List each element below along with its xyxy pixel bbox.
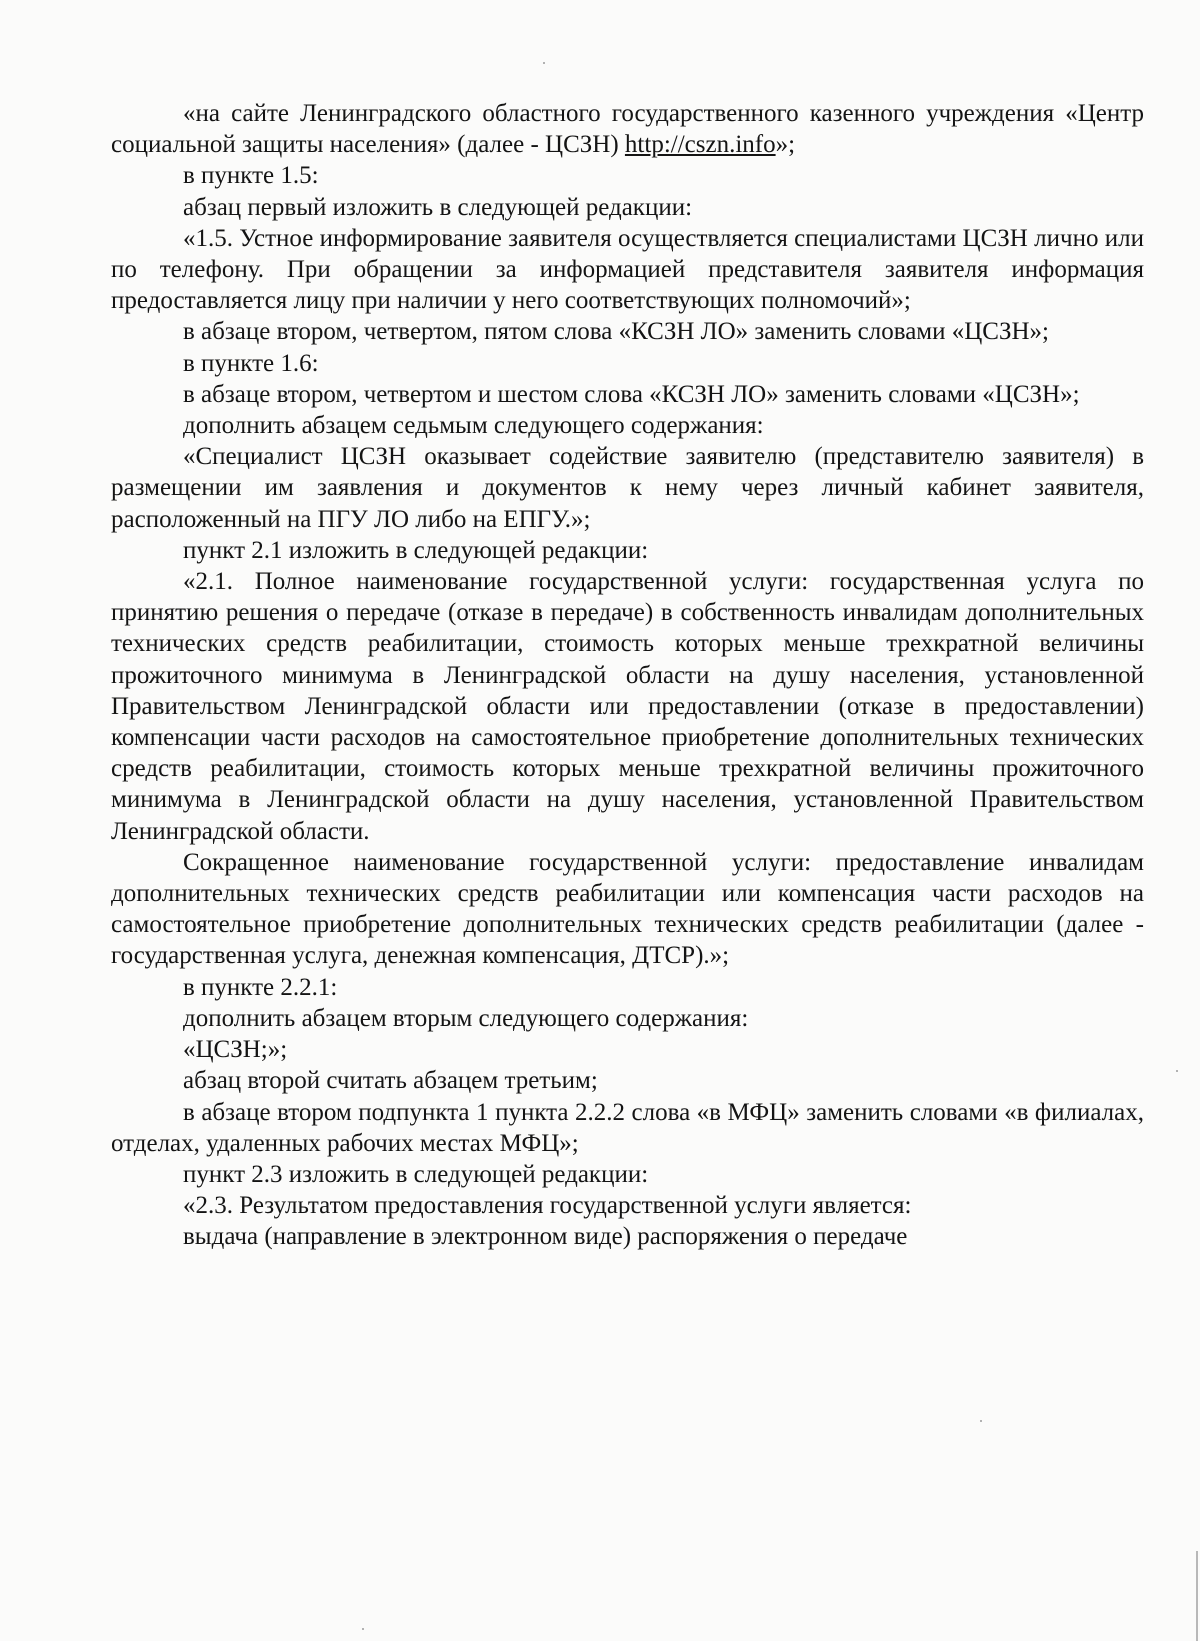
document-body [111,98,1144,1253]
paragraph: «1.5. Устное информирование заявителя осуществляется специалистами ЦСЗН лично или по телефону. При обращении за информацией представителя заявителя информация предоставляется лицу при наличии у него соответствующих полномочий»; [111,224,1144,315]
paragraph: абзац первый изложить в следующей редакции: [183,193,693,221]
paragraph: в пункте 1.6: [183,349,319,377]
scan-edge-line [1196,1551,1198,1641]
paragraph: в пункте 1.5: [183,162,319,190]
paragraph: выдача (направление в электронном виде) распоряжения о передаче [183,1223,908,1251]
paragraph: «2.1. Полное наименование государственной услуги: государственная услуга по принятию решения о передаче (отказе в передаче) в собственность инвалидам дополнительных технических средств реабилитации, стоимость которых меньше трехкратной величины прожиточного минимума в Ленинградской области на душу населения, установленной Правительством Ленинградской области или предоставлении (отказе в предоставлении) компенсации части расходов на самостоятельное приобретение дополнительных технических средств реабилитации, стоимость которых меньше трехкратной величины прожиточного минимума в Ленинградской области на душу населения, установленной Правительством Ленинградской области. [111,568,1144,845]
paragraph-text: «на сайте Ленинградского областного государственного казенного учреждения «Центр социальной защиты населения» (далее - ЦСЗН) [111,100,1144,159]
paragraph: Сокращенное наименование государственной услуги: предоставление инвалидам дополнительных технических средств реабилитации или компенсация части расходов на самостоятельное приобретение дополнительных технических средств реабилитации (далее - государственная услуга, денежная компенсация, ДТСР).»; [111,848,1144,970]
paragraph: в абзаце втором подпункта 1 пункта 2.2.2 слова «в МФЦ» заменить словами «в филиалах, отделах, удаленных рабочих местах МФЦ»; [111,1098,1144,1157]
scan-speck [980,1420,982,1422]
paragraph: дополнить абзацем вторым следующего содержания: [183,1004,749,1032]
cszn-link[interactable]: http://cszn.info [624,131,776,159]
paragraph [111,98,1144,160]
paragraph: абзац второй считать абзацем третьим; [183,1067,598,1095]
paragraph: дополнить абзацем седьмым следующего содержания: [183,412,764,440]
paragraph-text: »; [775,131,796,159]
paragraph: «Специалист ЦСЗН оказывает содействие заявителю (представителю заявителя) в размещении им заявления и документов к нему через личный кабинет заявителя, расположенный на ПГУ ЛО либо на ЕПГУ.»; [111,443,1144,533]
scan-speck [543,62,545,64]
scan-speck [362,1628,364,1630]
paragraph: пункт 2.3 изложить в следующей редакции: [183,1160,649,1188]
scan-speck [1176,1070,1178,1072]
paragraph: в пункте 2.2.1: [183,973,338,1001]
paragraph: пункт 2.1 изложить в следующей редакции: [183,536,649,564]
paragraph: «2.3. Результатом предоставления государственной услуги является: [183,1192,912,1220]
paragraph: в абзаце втором, четвертом и шестом слова «КСЗН ЛО» заменить словами «ЦСЗН»; [183,380,1080,408]
paragraph: «ЦСЗН;»; [183,1036,288,1064]
paragraph: в абзаце втором, четвертом, пятом слова «КСЗН ЛО» заменить словами «ЦСЗН»; [183,318,1049,346]
